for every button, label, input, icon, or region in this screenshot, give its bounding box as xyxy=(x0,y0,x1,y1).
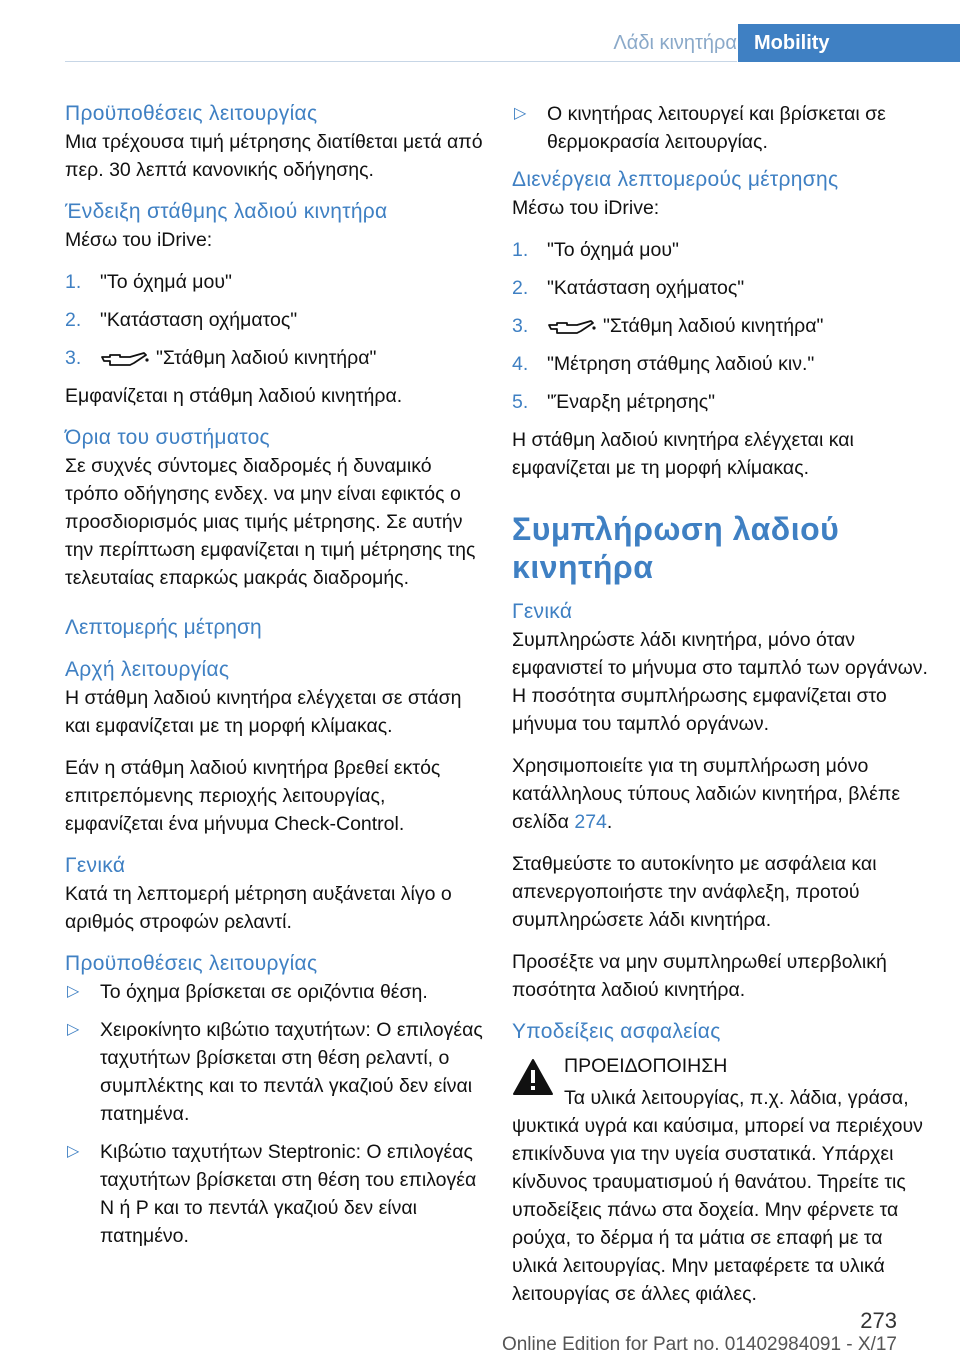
warning-title: ΠΡΟΕΙΔΟΠΟΙΗΣΗ xyxy=(564,1055,728,1077)
list-item: 2. "Κατάσταση οχήματος" xyxy=(65,306,485,334)
step-number: 2. xyxy=(512,277,529,299)
edition-info: Online Edition for Part no. 01402984091 - X/17 xyxy=(501,1334,897,1355)
triangle-bullet-icon: ▷ xyxy=(514,105,527,122)
paragraph: Κατά τη λεπτομερή μέτρηση αυξάνεται λίγο ο αριθμός στροφών ρελαντί. xyxy=(65,883,452,933)
list-item: 2. "Κατάσταση οχήματος" xyxy=(512,274,932,302)
list-item: 1. "Το όχημά μου" xyxy=(512,236,932,264)
heading-general: Γενικά xyxy=(65,854,126,877)
heading-oil-level-display: Ένδειξη στάθμης λαδιού κινητήρα xyxy=(65,200,388,223)
paragraph: Προσέξτε να μην συμπληρωθεί υπερβολική ποσότητα λαδιού κινητήρα. xyxy=(512,951,887,1001)
step-number: 3. xyxy=(512,315,529,337)
heading-general-2: Γενικά xyxy=(512,600,573,623)
triangle-bullet-icon: ▷ xyxy=(67,1143,80,1160)
header-chapter-tab: Mobility xyxy=(738,24,960,62)
heading-safety-notes: Υποδείξεις ασφαλείας xyxy=(512,1020,721,1043)
steps-list xyxy=(65,268,485,372)
paragraph: Εάν η στάθμη λαδιού κινητήρα βρεθεί εκτός επιτρεπόμενης περιοχής λειτουργίας, εμφανίζεται ένα μήνυμα Check-Control. xyxy=(65,757,441,835)
steps-list xyxy=(512,236,932,416)
paragraph: Χρησιμοποιείτε για τη συμπλήρωση μόνο κατάλληλους τύπους λαδιών κινητήρα, βλέπε σελίδα 274. xyxy=(512,755,901,833)
list-item: 5. "Έναρξη μέτρησης" xyxy=(512,388,932,416)
header-section-title: Λάδι κινητήρα xyxy=(613,32,737,54)
heading-perform-measurement: Διενέργεια λεπτομερούς μέτρησης xyxy=(512,168,839,191)
list-item: ▷ Χειροκίνητο κιβώτιο ταχυτήτων: Ο επιλογέας ταχυτήτων βρίσκεται στη θέση ρελαντί, ο συμπλέκτης και το πεντάλ γκαζιού δεν είναι πατημένα. xyxy=(65,1016,485,1128)
heading-detailed-measurement: Λεπτομερής μέτρηση xyxy=(65,616,262,639)
triangle-bullet-icon: ▷ xyxy=(67,983,80,1000)
oil-can-icon xyxy=(547,318,597,336)
step-number: 4. xyxy=(512,353,529,375)
page-link[interactable]: 274 xyxy=(574,811,607,833)
list-item: 1. "Το όχημά μου" xyxy=(65,268,485,296)
paragraph: Η στάθμη λαδιού κινητήρα ελέγχεται σε στάση και εμφανίζεται με τη μορφή κλίμακας. xyxy=(65,687,462,737)
right-column xyxy=(512,100,932,1322)
list-item: ▷ Το όχημα βρίσκεται σε οριζόντια θέση. xyxy=(65,978,485,1006)
list-item: 4. "Μέτρηση στάθμης λαδιού κιν." xyxy=(512,350,932,378)
step-number: 3. xyxy=(65,347,82,369)
heading-principle: Αρχή λειτουργίας xyxy=(65,658,230,681)
paragraph: Σταθμεύστε το αυτοκίνητο με ασφάλεια και απενεργοποιήστε την ανάφλεξη, προτού συμπληρώσετε λάδι κινητήρα. xyxy=(512,853,877,931)
list-item: ▷ Ο κινητήρας λειτουργεί και βρίσκεται σε θερμοκρασία λειτουργίας. xyxy=(512,100,932,156)
heading-topping-up-oil: Συμπλήρωση λαδιού κινητήρα xyxy=(512,511,840,585)
paragraph: Μια τρέχουσα τιμή μέτρησης διατίθεται μετά από περ. 30 λεπτά κανονικής οδήγησης. xyxy=(65,131,483,181)
step-number: 1. xyxy=(512,239,529,261)
left-column xyxy=(65,100,485,1260)
list-item: ▷ Κιβώτιο ταχυτήτων Steptronic: Ο επιλογέας ταχυτήτων βρίσκεται στη θέση του επιλογέα N ή P και το πεντάλ γκαζιού δεν είναι πατημένο. xyxy=(65,1138,485,1250)
bullet-list xyxy=(512,100,932,156)
list-item: 3. "Στάθμη λαδιού κινητήρα" xyxy=(512,312,932,340)
paragraph: Συμπληρώστε λάδι κινητήρα, μόνο όταν εμφανιστεί το μήνυμα στο ταμπλό των οργάνων. Η ποσότητα συμπλήρωσης εμφανίζεται στο μήνυμα του ταμπλό οργάνων. xyxy=(512,629,928,735)
page-header xyxy=(0,24,960,62)
paragraph: Σε συχνές σύντομες διαδρομές ή δυναμικό τρόπο οδήγησης ενδεχ. να μην είναι εφικτός ο προσδιορισμός μιας τιμής μέτρησης. Σε αυτήν την περίπτωση εμφανίζεται η τιμή μέτρησης της τελευταίας επαρκώς μακράς διαδρομής. xyxy=(65,455,476,589)
heading-prerequisites: Προϋποθέσεις λειτουργίας xyxy=(65,102,318,125)
step-number: 1. xyxy=(65,271,82,293)
warning-triangle-icon xyxy=(512,1058,554,1096)
triangle-bullet-icon: ▷ xyxy=(67,1021,80,1038)
paragraph: Μέσω του iDrive: xyxy=(65,229,213,251)
page-number: 273 xyxy=(860,1308,897,1333)
bullet-list xyxy=(65,978,485,1250)
heading-system-limits: Όρια του συστήματος xyxy=(65,426,270,449)
warning-box xyxy=(512,1052,932,1308)
list-item: 3. "Στάθμη λαδιού κινητήρα" xyxy=(65,344,485,372)
paragraph: Η στάθμη λαδιού κινητήρα ελέγχεται και εμφανίζεται με τη μορφή κλίμακας. xyxy=(512,429,854,479)
paragraph: Εμφανίζεται η στάθμη λαδιού κινητήρα. xyxy=(65,385,403,407)
oil-can-icon xyxy=(100,350,150,368)
heading-prerequisites-2: Προϋποθέσεις λειτουργίας xyxy=(65,952,318,975)
header-rule xyxy=(65,61,737,62)
step-number: 2. xyxy=(65,309,82,331)
paragraph: Μέσω του iDrive: xyxy=(512,197,660,219)
warning-text: Τα υλικά λειτουργίας, π.χ. λάδια, γράσα, ψυκτικά υγρά και καύσιμα, μπορεί να περιέχουν επικίνδυνα για την υγεία συστατικά. Υπάρχει κίνδυνος τραυματισμού ή θανάτου. Τηρείτε τις υποδείξεις πάνω στα δοχεία. Μην φέρνετε τα ρούχα, το δέρμα ή τα μάτια σε επαφή με τα υλικά λειτουργίας. Μην μεταφέρετε τα υλικά λειτουργίας σε άλλες φιάλες. xyxy=(512,1087,923,1305)
step-number: 5. xyxy=(512,391,529,413)
